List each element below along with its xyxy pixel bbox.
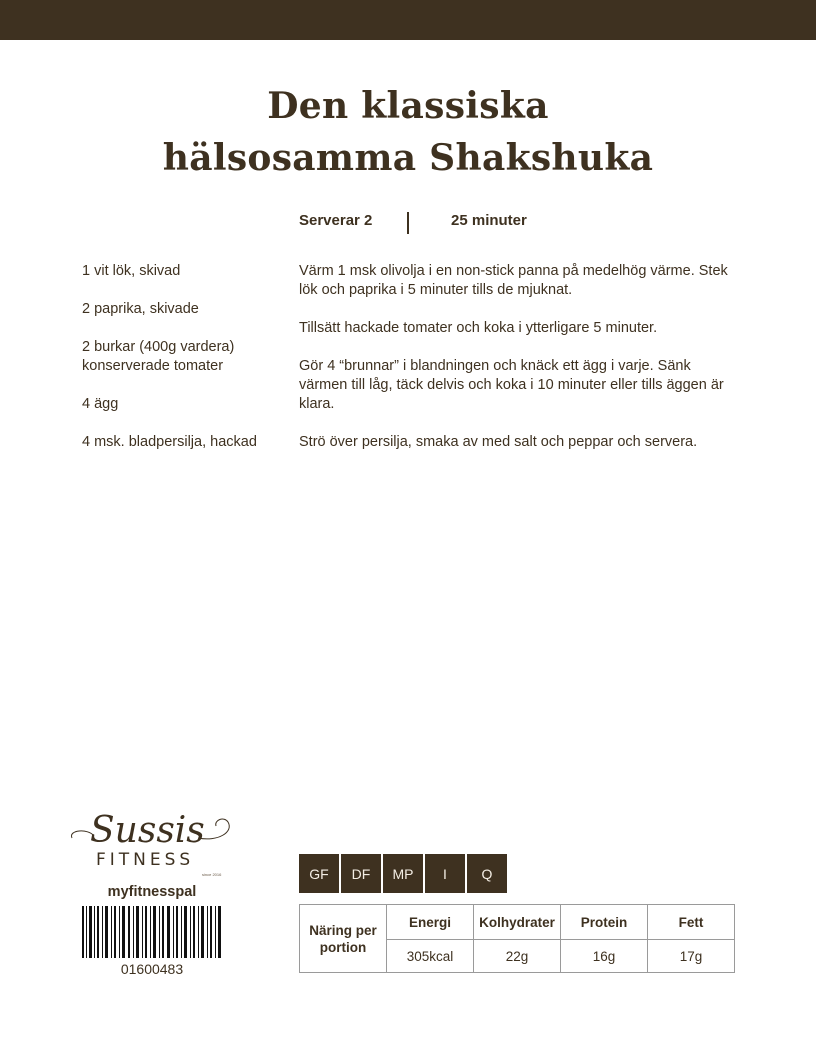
- diet-tags: [299, 854, 509, 893]
- ingredient-item: 2 burkar (400g vardera) konserverade tomater: [82, 339, 235, 374]
- ingredient-item: 2 paprika, skivade: [82, 301, 199, 317]
- recipe-title: [0, 80, 816, 184]
- recipe-title-line-1: Den klassiska: [267, 85, 549, 127]
- ingredient-item: 1 vit lök, skivad: [82, 263, 181, 279]
- servings-label: Serverar 2: [299, 212, 373, 229]
- instruction-step: Tillsätt hackade tomater och koka i ytterligare 5 minuter.: [299, 320, 658, 336]
- nutrition-value: 22g: [474, 940, 561, 973]
- logo-tagline: since 2016: [202, 872, 222, 877]
- ingredient-item: 4 msk. bladpersilja, hackad: [82, 434, 257, 450]
- nutrition-row-header: Näring per portion: [300, 905, 387, 973]
- nutrition-value: 16g: [561, 940, 648, 973]
- logo-fitness-text: FITNESS: [96, 850, 195, 870]
- recipe-title-line-2: hälsosamma Shakshuka: [162, 137, 654, 179]
- nutrition-col-header: Protein: [561, 905, 648, 940]
- sussis-fitness-logo: [68, 808, 238, 878]
- nutrition-col-header: Fett: [648, 905, 735, 940]
- diet-tag: I: [425, 854, 465, 893]
- meta-divider: [407, 212, 409, 234]
- diet-tag: MP: [383, 854, 423, 893]
- cook-time-label: 25 minuter: [451, 212, 527, 229]
- diet-tag: GF: [299, 854, 339, 893]
- top-header-bar: [0, 0, 816, 40]
- diet-tag: Q: [467, 854, 507, 893]
- barcode-number: 01600483: [120, 961, 184, 977]
- ingredient-item: 4 ägg: [82, 396, 119, 412]
- logo-script-text: Sussis: [90, 810, 205, 851]
- diet-tag: DF: [341, 854, 381, 893]
- barcode-icon: [82, 906, 222, 958]
- nutrition-value: 17g: [648, 940, 735, 973]
- nutrition-value: 305kcal: [387, 940, 474, 973]
- instruction-step: Strö över persilja, smaka av med salt och peppar och servera.: [299, 434, 698, 450]
- nutrition-table: [299, 904, 735, 973]
- instruction-step: Värm 1 msk olivolja i en non-stick panna på medelhög värme. Stek lök och paprika i 5 minuter tills de mjuknat.: [299, 263, 728, 298]
- instructions-list: [299, 262, 739, 471]
- ingredients-list: [82, 262, 282, 471]
- instruction-step: Gör 4 “brunnar” i blandningen och knäck ett ägg i varje. Sänk värmen till låg, täck delvis och koka i 10 minuter eller tills äggen är klara.: [299, 358, 724, 412]
- myfitnesspal-label: myfitnesspal: [107, 884, 197, 900]
- nutrition-col-header: Kolhydrater: [474, 905, 561, 940]
- nutrition-col-header: Energi: [387, 905, 474, 940]
